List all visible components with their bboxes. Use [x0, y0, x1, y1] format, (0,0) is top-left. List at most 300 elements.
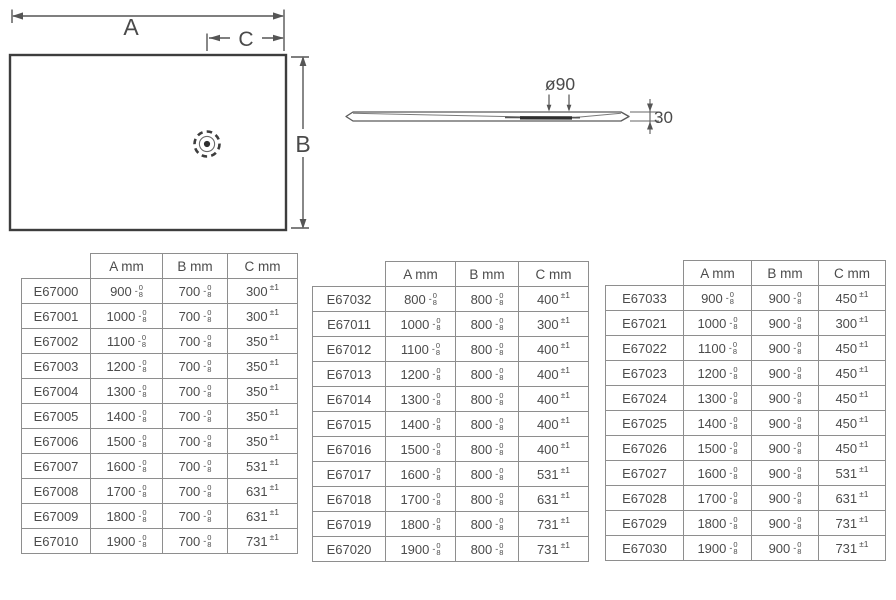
tolerance-stack: 0 8 — [733, 414, 738, 432]
value-number: 900 — [110, 284, 132, 300]
tolerance-stack: 0 8 — [499, 465, 504, 483]
table-row — [313, 437, 589, 462]
tolerance-stack: 0 8 — [733, 539, 738, 557]
tolerance-stack: 0 8 — [797, 539, 802, 557]
table-row — [313, 412, 589, 437]
tolerance-stack: 0 8 — [733, 389, 738, 407]
value-number: 1400 — [106, 409, 136, 425]
tolerance-stack: 0 8 — [733, 514, 738, 532]
tolerance-stack: 0 8 — [142, 432, 147, 450]
tolerance-dash: - — [138, 460, 142, 471]
column-header: B mm — [163, 254, 228, 279]
dimension-value-ab — [386, 462, 456, 487]
dimension-table-700 — [21, 253, 298, 554]
dimension-value-c — [819, 411, 886, 436]
tolerance-plusminus: ±1 — [859, 313, 869, 324]
header-row — [606, 261, 886, 286]
value-number: 1700 — [400, 492, 430, 508]
tolerance-plusminus: ±1 — [859, 538, 869, 549]
tolerance-dash: - — [728, 342, 732, 353]
tolerance-stack: 0 8 — [499, 315, 504, 333]
product-code: E67015 — [313, 412, 386, 437]
tolerance-stack: 0 8 — [733, 439, 738, 457]
dimension-value-c — [228, 404, 298, 429]
tolerance-dash: - — [432, 543, 436, 554]
value-number: 1200 — [106, 359, 136, 375]
dimension-value-ab — [752, 286, 819, 311]
tolerance-dash: - — [203, 535, 207, 546]
product-code: E67001 — [22, 304, 91, 329]
tolerance-stack: 0 8 — [436, 440, 441, 458]
tolerance-stack: 0 8 — [499, 290, 504, 308]
tolerance-dash: - — [793, 292, 797, 303]
tolerance-dash: - — [495, 343, 499, 354]
tolerance-stack: 0 8 — [733, 364, 738, 382]
tolerance-plusminus: ±1 — [560, 389, 571, 400]
table-row — [606, 411, 886, 436]
tolerance-stack: 0 8 — [499, 490, 504, 508]
tolerance-stack: 0 8 — [499, 365, 504, 383]
dimension-value-ab — [456, 537, 519, 562]
tolerance-plusminus: ±1 — [269, 381, 280, 392]
table-row — [313, 337, 589, 362]
table-row — [313, 387, 589, 412]
dimension-table-900 — [605, 260, 886, 561]
value-number: 1000 — [106, 309, 136, 325]
value-number: 800 — [470, 292, 493, 308]
dimension-value-c — [228, 504, 298, 529]
dimension-value-c — [819, 461, 886, 486]
value-number: 900 — [768, 516, 791, 532]
column-header: A mm — [684, 261, 752, 286]
product-code: E67012 — [313, 337, 386, 362]
table-row — [22, 279, 298, 304]
value-number: 1600 — [106, 459, 136, 475]
tolerance-plusminus: ±1 — [560, 364, 571, 375]
tolerance-stack: 0 8 — [142, 507, 147, 525]
tolerance-stack: 0 8 — [207, 307, 212, 325]
tolerance-dash: - — [138, 310, 142, 321]
value-number: 800 — [470, 542, 493, 558]
tolerance-stack: 0 8 — [499, 540, 504, 558]
value-number: 1800 — [106, 509, 136, 525]
arrow-down-icon — [647, 104, 653, 112]
dimension-value-c — [228, 429, 298, 454]
dimension-value-c — [519, 537, 589, 562]
dimension-value-ab — [386, 412, 456, 437]
product-code: E67000 — [22, 279, 91, 304]
table-row — [606, 386, 886, 411]
table-row — [606, 461, 886, 486]
tolerance-plusminus: ±1 — [560, 464, 571, 475]
tolerance-stack: 0 8 — [207, 532, 212, 550]
table-row — [22, 479, 298, 504]
product-code: E67023 — [606, 361, 684, 386]
side-view — [346, 74, 673, 134]
dimension-value-c — [228, 279, 298, 304]
tolerance-dash: - — [793, 442, 797, 453]
dimension-value-c — [519, 437, 589, 462]
dimension-value-c — [819, 511, 886, 536]
value-number: 1100 — [697, 341, 726, 357]
value-number: 900 — [768, 291, 791, 307]
dimension-value-ab — [386, 512, 456, 537]
tolerance-dash: - — [729, 442, 733, 453]
tolerance-dash: - — [432, 318, 436, 329]
corner-cell — [313, 262, 386, 287]
drain-icon — [195, 132, 220, 157]
tolerance-plusminus: ±1 — [269, 306, 280, 317]
value-number: 731 — [835, 541, 858, 557]
dimension-value-c — [519, 387, 589, 412]
value-number: 700 — [178, 534, 201, 550]
dimension-value-c — [819, 361, 886, 386]
tolerance-plusminus: ±1 — [269, 456, 280, 467]
dimension-value-c — [519, 362, 589, 387]
tolerance-plusminus: ±1 — [560, 314, 571, 325]
dimension-value-ab — [386, 537, 456, 562]
arrow-right-icon — [273, 12, 284, 19]
value-number: 631 — [245, 509, 268, 525]
table-row — [22, 504, 298, 529]
tolerance-dash: - — [793, 417, 797, 428]
dimension-value-ab — [684, 286, 752, 311]
dimension-value-ab — [684, 511, 752, 536]
value-number: 1500 — [697, 441, 727, 457]
tolerance-dash: - — [729, 417, 733, 428]
dimension-value-ab — [456, 512, 519, 537]
tolerance-stack: 0 8 — [138, 282, 143, 300]
dimension-value-c — [228, 354, 298, 379]
dimension-value-c — [519, 337, 589, 362]
dimension-value-c — [819, 286, 886, 311]
value-number: 450 — [835, 441, 858, 457]
value-number: 631 — [245, 484, 268, 500]
tolerance-dash: - — [793, 517, 797, 528]
tolerance-stack: 0 8 — [499, 340, 504, 358]
value-number: 400 — [536, 367, 559, 383]
tolerance-dash: - — [203, 335, 207, 346]
tolerance-plusminus: ±1 — [859, 388, 869, 399]
dimension-value-c — [519, 412, 589, 437]
table-row — [606, 511, 886, 536]
tolerance-stack: 0 8 — [436, 315, 441, 333]
value-number: 1900 — [400, 542, 430, 558]
tolerance-dash: - — [203, 285, 207, 296]
value-number: 531 — [245, 459, 268, 475]
value-number: 900 — [768, 341, 791, 357]
value-number: 1700 — [106, 484, 136, 500]
tolerance-dash: - — [428, 293, 432, 304]
tolerance-stack: 0 8 — [141, 332, 147, 350]
product-code: E67021 — [606, 311, 684, 336]
dimension-value-ab — [684, 411, 752, 436]
tolerance-dash: - — [138, 435, 142, 446]
product-code: E67008 — [22, 479, 91, 504]
value-number: 731 — [536, 517, 559, 533]
header-row — [22, 254, 298, 279]
tolerance-plusminus: ±1 — [560, 339, 571, 350]
tolerance-plusminus: ±1 — [859, 338, 869, 349]
dimension-value-c — [228, 529, 298, 554]
tolerance-dash: - — [729, 492, 733, 503]
technical-drawing — [0, 0, 896, 250]
dimension-value-c — [228, 479, 298, 504]
tolerance-dash: - — [495, 543, 499, 554]
column-header: C mm — [519, 262, 589, 287]
product-code: E67006 — [22, 429, 91, 454]
value-number: 731 — [245, 534, 268, 550]
dimension-value-ab — [386, 362, 456, 387]
tolerance-stack: 0 8 — [207, 432, 212, 450]
value-number: 400 — [536, 342, 559, 358]
value-number: 1000 — [400, 317, 430, 333]
tolerance-stack: 0 8 — [432, 290, 437, 308]
table-row — [22, 454, 298, 479]
tolerance-dash: - — [729, 317, 733, 328]
thickness-label: 30 — [654, 108, 673, 127]
value-number: 300 — [245, 309, 268, 325]
column-header: B mm — [752, 261, 819, 286]
dimension-value-ab — [163, 354, 228, 379]
value-number: 1600 — [400, 467, 430, 483]
corner-cell — [606, 261, 684, 286]
product-code: E67026 — [606, 436, 684, 461]
tolerance-dash: - — [203, 460, 207, 471]
dimension-value-ab — [684, 486, 752, 511]
value-number: 800 — [470, 442, 493, 458]
product-code: E67007 — [22, 454, 91, 479]
tolerance-dash: - — [729, 517, 733, 528]
tolerance-plusminus: ±1 — [269, 431, 280, 442]
value-number: 900 — [768, 491, 791, 507]
value-number: 900 — [768, 316, 791, 332]
product-code: E67018 — [313, 487, 386, 512]
dimension-value-ab — [456, 287, 519, 312]
dimension-b-label: B — [295, 131, 311, 157]
dimension-value-ab — [163, 504, 228, 529]
value-number: 300 — [835, 316, 858, 332]
tolerance-plusminus: ±1 — [560, 539, 571, 550]
tolerance-stack: 0 8 — [435, 340, 441, 358]
dimension-value-ab — [91, 429, 163, 454]
tolerance-plusminus: ±1 — [560, 439, 571, 450]
value-number: 300 — [245, 284, 268, 300]
product-code: E67016 — [313, 437, 386, 462]
tolerance-plusminus: ±1 — [269, 406, 280, 417]
tolerance-stack: 0 8 — [436, 390, 441, 408]
product-code: E67014 — [313, 387, 386, 412]
tolerance-plusminus: ±1 — [859, 438, 869, 449]
tolerance-dash: - — [134, 285, 138, 296]
dimension-value-ab — [752, 336, 819, 361]
tolerance-stack: 0 8 — [499, 515, 504, 533]
table-row — [313, 512, 589, 537]
dimension-value-ab — [456, 337, 519, 362]
tolerance-stack: 0 8 — [436, 490, 441, 508]
dimension-value-ab — [91, 454, 163, 479]
plan-view — [10, 10, 311, 231]
tolerance-dash: - — [431, 343, 435, 354]
value-number: 350 — [245, 334, 268, 350]
tolerance-plusminus: ±1 — [560, 289, 571, 300]
dimension-value-ab — [456, 412, 519, 437]
dimension-value-ab — [91, 304, 163, 329]
table-row — [606, 336, 886, 361]
value-number: 1300 — [400, 392, 430, 408]
tolerance-stack: 0 8 — [436, 515, 441, 533]
value-number: 450 — [835, 391, 858, 407]
tolerance-dash: - — [203, 310, 207, 321]
tolerance-dash: - — [203, 385, 207, 396]
tolerance-stack: 0 8 — [207, 507, 212, 525]
product-code: E67028 — [606, 486, 684, 511]
value-number: 1100 — [400, 342, 429, 358]
tolerance-stack: 0 8 — [797, 364, 802, 382]
dimension-value-ab — [163, 304, 228, 329]
table-row — [22, 379, 298, 404]
dimension-drain — [549, 95, 569, 111]
tolerance-stack: 0 8 — [729, 289, 734, 307]
tolerance-dash: - — [495, 468, 499, 479]
value-number: 400 — [536, 292, 559, 308]
table-row — [313, 312, 589, 337]
dimension-value-ab — [752, 486, 819, 511]
product-code: E67013 — [313, 362, 386, 387]
value-number: 731 — [835, 516, 858, 532]
tolerance-dash: - — [793, 467, 797, 478]
product-code: E67019 — [313, 512, 386, 537]
product-code: E67022 — [606, 336, 684, 361]
value-number: 900 — [768, 441, 791, 457]
table-row — [22, 329, 298, 354]
value-number: 350 — [245, 434, 268, 450]
tolerance-dash: - — [495, 293, 499, 304]
table-row — [606, 436, 886, 461]
product-code: E67004 — [22, 379, 91, 404]
drain-diameter-label: ø90 — [544, 74, 576, 94]
product-code: E67011 — [313, 312, 386, 337]
table-row — [606, 536, 886, 561]
value-number: 1700 — [697, 491, 727, 507]
value-number: 1000 — [697, 316, 727, 332]
dimension-value-ab — [386, 437, 456, 462]
dimension-value-c — [819, 536, 886, 561]
tolerance-stack: 0 8 — [142, 457, 147, 475]
dimension-value-ab — [163, 454, 228, 479]
dimension-value-ab — [456, 437, 519, 462]
dimension-value-ab — [752, 536, 819, 561]
tolerance-plusminus: ±1 — [560, 489, 571, 500]
tolerance-plusminus: ±1 — [859, 513, 869, 524]
tolerance-stack: 0 8 — [499, 440, 504, 458]
value-number: 800 — [470, 317, 493, 333]
table-row — [22, 304, 298, 329]
column-header: C mm — [819, 261, 886, 286]
table-row — [606, 311, 886, 336]
dimension-value-ab — [386, 287, 456, 312]
value-number: 1900 — [106, 534, 136, 550]
arrow-left-icon — [209, 35, 220, 41]
value-number: 1600 — [697, 466, 727, 482]
value-number: 1100 — [106, 334, 135, 350]
value-number: 700 — [178, 409, 201, 425]
tolerance-dash: - — [203, 510, 207, 521]
dimension-value-ab — [91, 529, 163, 554]
tolerance-dash: - — [432, 443, 436, 454]
dimension-value-ab — [752, 386, 819, 411]
tolerance-stack: 0 8 — [142, 482, 147, 500]
dimension-value-ab — [91, 329, 163, 354]
dimension-value-c — [519, 462, 589, 487]
tolerance-stack: 0 8 — [797, 514, 802, 532]
tolerance-stack: 0 8 — [733, 314, 738, 332]
tolerance-plusminus: ±1 — [269, 281, 280, 292]
dimension-value-ab — [91, 404, 163, 429]
tolerance-plusminus: ±1 — [859, 288, 869, 299]
dimension-value-ab — [91, 279, 163, 304]
tolerance-stack: 0 8 — [142, 307, 147, 325]
tolerance-dash: - — [495, 443, 499, 454]
value-number: 800 — [470, 392, 493, 408]
tolerance-stack: 0 8 — [797, 339, 802, 357]
value-number: 1400 — [400, 417, 430, 433]
dimension-value-c — [228, 329, 298, 354]
product-code: E67027 — [606, 461, 684, 486]
table-row — [22, 429, 298, 454]
product-code: E67025 — [606, 411, 684, 436]
dimension-value-ab — [91, 504, 163, 529]
dimension-value-ab — [386, 312, 456, 337]
value-number: 1500 — [106, 434, 136, 450]
value-number: 450 — [835, 366, 858, 382]
tolerance-stack: 0 8 — [142, 357, 147, 375]
value-number: 400 — [536, 417, 559, 433]
value-number: 1900 — [697, 541, 727, 557]
product-code: E67010 — [22, 529, 91, 554]
tolerance-dash: - — [203, 485, 207, 496]
arrow-left-icon — [12, 12, 23, 19]
tolerance-dash: - — [793, 367, 797, 378]
dimension-value-c — [819, 386, 886, 411]
tolerance-dash: - — [137, 335, 141, 346]
tolerance-dash: - — [495, 318, 499, 329]
dimension-value-ab — [91, 379, 163, 404]
tolerance-dash: - — [432, 468, 436, 479]
product-code: E67003 — [22, 354, 91, 379]
value-number: 300 — [536, 317, 559, 333]
dimension-value-ab — [684, 311, 752, 336]
tolerance-plusminus: ±1 — [269, 331, 280, 342]
tolerance-stack: 0 8 — [436, 540, 441, 558]
value-number: 700 — [178, 434, 201, 450]
value-number: 800 — [470, 417, 493, 433]
table-row — [313, 362, 589, 387]
value-number: 1800 — [697, 516, 727, 532]
value-number: 800 — [404, 292, 426, 308]
dimension-value-ab — [456, 312, 519, 337]
dimension-value-ab — [163, 379, 228, 404]
value-number: 700 — [178, 309, 201, 325]
value-number: 450 — [835, 291, 858, 307]
dimension-value-ab — [163, 479, 228, 504]
tolerance-dash: - — [793, 317, 797, 328]
tolerance-stack: 0 8 — [207, 332, 212, 350]
value-number: 900 — [768, 466, 791, 482]
dimension-value-ab — [752, 436, 819, 461]
dimension-value-ab — [684, 536, 752, 561]
tolerance-stack: 0 8 — [207, 482, 212, 500]
